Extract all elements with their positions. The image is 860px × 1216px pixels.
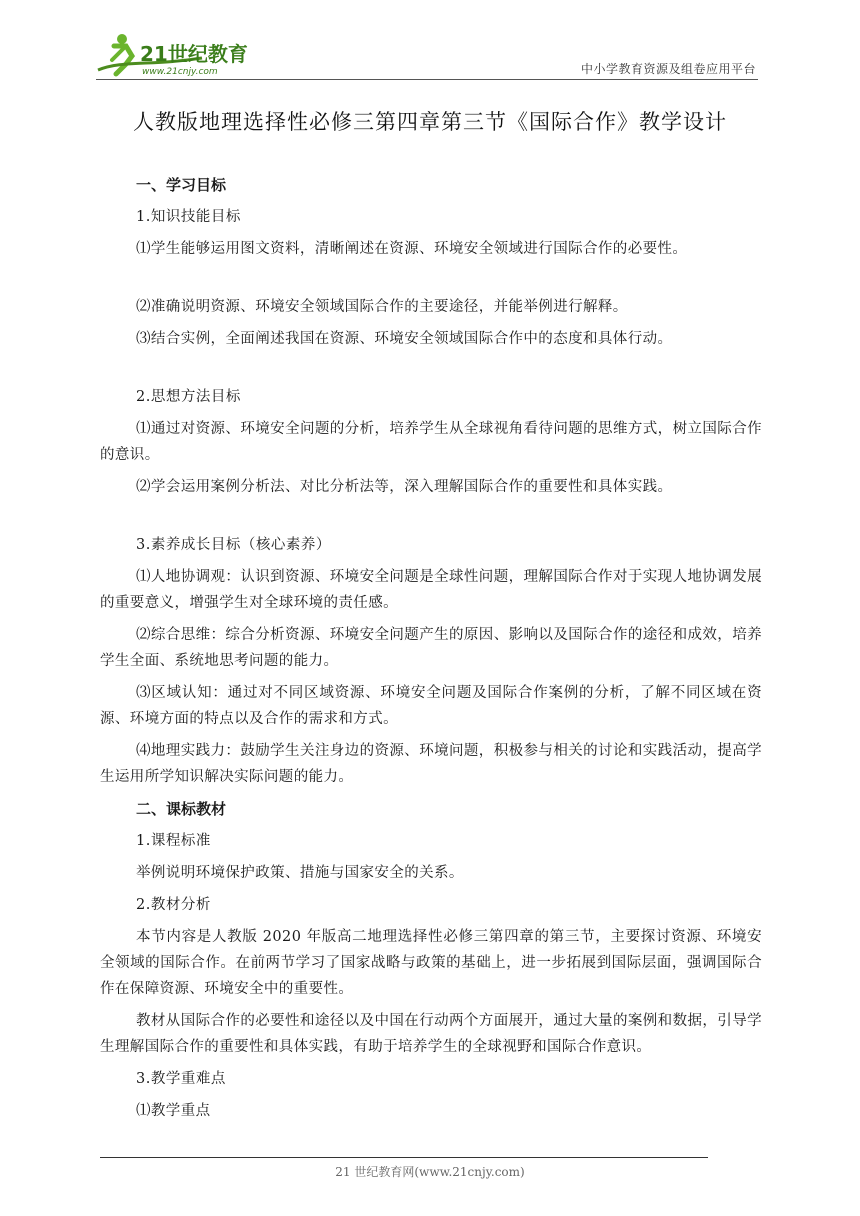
header-divider [96,79,758,80]
footer-divider [100,1157,708,1158]
platform-name: 中小学教育资源及组卷应用平台 [580,62,756,76]
subsection-heading: 1.课程标准 [136,833,211,849]
subsection-heading: 1.知识技能目标 [136,209,241,225]
paragraph: ⑵准确说明资源、环境安全领域国际合作的主要途径，并能举例进行解释。 [136,299,628,315]
paragraph: ⑴人地协调观：认识到资源、环境安全问题是全球性问题，理解国际合作对于实现人地协调发展的重要意义，增强学生对全球环境的责任感。 [100,569,762,611]
paragraph: ⑵综合思维：综合分析资源、环境安全问题产生的原因、影响以及国际合作的途径和成效，培养学生全面、系统地思考问题的能力。 [100,627,762,669]
document-body [100,172,762,1124]
logo-text: 21世纪教育 [140,42,248,66]
paragraph: 教材从国际合作的必要性和途径以及中国在行动两个方面展开，通过大量的案例和数据，引导学生理解国际合作的重要性和具体实践，有助于培养学生的全球视野和国际合作意识。 [100,1013,762,1055]
site-logo [92,30,262,80]
paragraph: ⑴教学重点 [136,1103,211,1119]
subsection-heading: 3.教学重难点 [136,1071,226,1087]
logo-url: www.21cnjy.com [142,67,218,77]
runner-logo-icon [92,30,262,80]
paragraph: ⑷地理实践力：鼓励学生关注身边的资源、环境问题，积极参与相关的讨论和实践活动，提高学生运用所学知识解决实际问题的能力。 [100,743,762,785]
section-heading: 二、课标教材 [136,800,227,818]
subsection-heading: 2.教材分析 [136,897,211,913]
paragraph: ⑶区域认知：通过对不同区域资源、环境安全问题及国际合作案例的分析，了解不同区域在资源、环境方面的特点以及合作的需求和方式。 [100,685,762,727]
paragraph: ⑴学生能够运用图文资料，清晰阐述在资源、环境安全领域进行国际合作的必要性。 [136,241,688,257]
paragraph: 举例说明环境保护政策、措施与国家安全的关系。 [136,865,464,881]
subsection-heading: 3.素养成长目标（核心素养） [136,537,331,553]
subsection-heading: 2.思想方法目标 [136,389,241,405]
document-title: 人教版地理选择性必修三第四章第三节《国际合作》教学设计 [133,110,727,134]
paragraph: ⑵学会运用案例分析法、对比分析法等，深入理解国际合作的重要性和具体实践。 [136,479,673,495]
footer-text: 21 世纪教育网(www.21cnjy.com) [335,1165,525,1179]
section-heading: 一、学习目标 [136,176,227,194]
paragraph: ⑶结合实例，全面阐述我国在资源、环境安全领域国际合作中的态度和具体行动。 [136,331,673,347]
paragraph: 本节内容是人教版 2020 年版高二地理选择性必修三第四章的第三节，主要探讨资源、环境安全领域的国际合作。在前两节学习了国家战略与政策的基础上，进一步拓展到国际层面，强调国际合作在保障资源、环境安全中的重要性。 [100,929,762,997]
paragraph: ⑴通过对资源、环境安全问题的分析，培养学生从全球视角看待问题的思维方式，树立国际合作的意识。 [100,421,762,463]
